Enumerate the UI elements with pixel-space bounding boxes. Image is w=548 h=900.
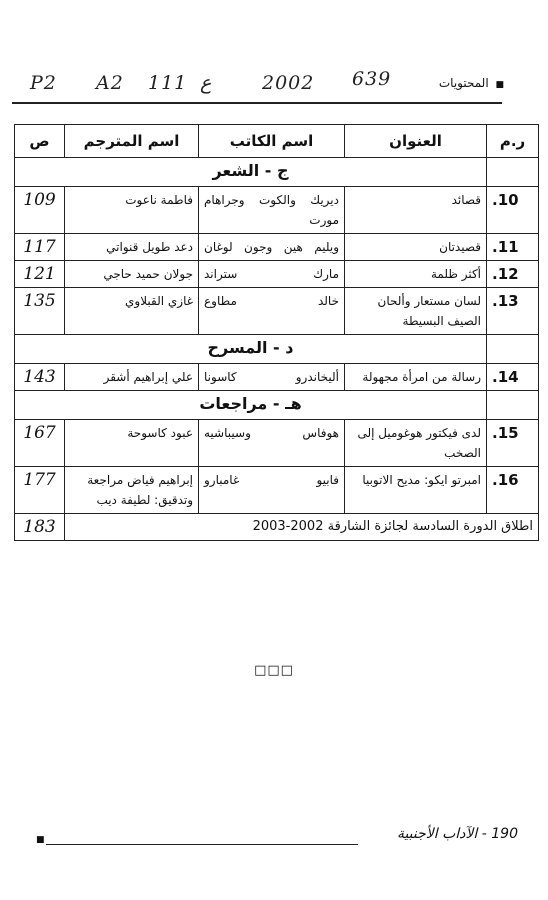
contents-table bbox=[14, 124, 539, 541]
footer-label: 190 - الآداب الأجنبية bbox=[396, 826, 518, 842]
handwritten-note: A2 bbox=[96, 72, 124, 94]
table-footer-row bbox=[15, 514, 539, 541]
journal-name: الآداب الأجنبية bbox=[396, 826, 478, 842]
entry-number: 10. bbox=[487, 187, 539, 234]
entry-page: 167 bbox=[15, 420, 65, 467]
entry-translator: دعد طويل قنواتي bbox=[65, 234, 199, 261]
section-marker-icon: ■ bbox=[495, 80, 504, 90]
handwritten-note: 111 bbox=[148, 72, 188, 94]
section-heading: ج - الشعر bbox=[15, 158, 487, 187]
table-row bbox=[15, 261, 539, 288]
page-footer bbox=[0, 826, 548, 856]
handwritten-note: ع bbox=[200, 72, 212, 94]
section-end-ornament: □□□ bbox=[254, 663, 294, 678]
entry-translator: فاطمة ناعوت bbox=[65, 187, 199, 234]
table-row bbox=[15, 187, 539, 234]
section-heading: هـ - مراجعات bbox=[15, 391, 487, 420]
entry-title: لسان مستعار وألحان الصيف البسيطة bbox=[345, 288, 487, 335]
col-header-translator: اسم المترجم bbox=[65, 125, 199, 158]
entry-number: 13. bbox=[487, 288, 539, 335]
table-row bbox=[15, 420, 539, 467]
entry-title: قصيدتان bbox=[345, 234, 487, 261]
page-title: ■ المحتويات bbox=[438, 76, 504, 90]
footer-entry-title: اطلاق الدورة السادسة لجائزة الشارقة 2002-2003 bbox=[65, 514, 539, 541]
entry-translator: عبود كاسوحة bbox=[65, 420, 199, 467]
handwritten-note: 639 bbox=[352, 68, 392, 90]
footer-rule bbox=[46, 844, 358, 845]
page-header bbox=[0, 70, 548, 110]
col-header-title: العنوان bbox=[345, 125, 487, 158]
entry-translator: جولان حميد حاجي bbox=[65, 261, 199, 288]
entry-translator: إبراهيم فياض مراجعة وتدقيق: لطيفة ديب bbox=[65, 467, 199, 514]
section-row bbox=[15, 391, 539, 420]
entry-page: 135 bbox=[15, 288, 65, 335]
entry-title: امبرتو ايكو: مديح الاتوبيا bbox=[345, 467, 487, 514]
entry-title: لدى فيكتور هوغوميل إلى الصخب bbox=[345, 420, 487, 467]
entry-page: 109 bbox=[15, 187, 65, 234]
table-row bbox=[15, 467, 539, 514]
entry-author: فابيو غامبارو bbox=[199, 467, 345, 514]
entry-translator: علي إبراهيم أشقر bbox=[65, 364, 199, 391]
table-row bbox=[15, 234, 539, 261]
section-row bbox=[15, 335, 539, 364]
entry-author: ويليم هين وجون لوغان bbox=[199, 234, 345, 261]
col-header-number: ر.م bbox=[487, 125, 539, 158]
entry-number: 12. bbox=[487, 261, 539, 288]
entry-number: 15. bbox=[487, 420, 539, 467]
section-heading: د - المسرح bbox=[15, 335, 487, 364]
col-header-page: ص bbox=[15, 125, 65, 158]
entry-page: 183 bbox=[15, 514, 65, 541]
entry-author: مارك ستراند bbox=[199, 261, 345, 288]
handwritten-note: P2 bbox=[30, 72, 57, 94]
footer-marker-icon: ■ bbox=[36, 835, 45, 845]
page-number: 190 bbox=[491, 826, 518, 842]
table-row bbox=[15, 288, 539, 335]
entry-title: أكثر ظلمة bbox=[345, 261, 487, 288]
col-header-author: اسم الكاتب bbox=[199, 125, 345, 158]
table-header-row bbox=[15, 125, 539, 158]
header-rule bbox=[12, 102, 502, 104]
entry-number: 16. bbox=[487, 467, 539, 514]
entry-page: 117 bbox=[15, 234, 65, 261]
entry-page: 177 bbox=[15, 467, 65, 514]
entry-number: 11. bbox=[487, 234, 539, 261]
table-row bbox=[15, 364, 539, 391]
entry-author: خالد مطاوع bbox=[199, 288, 345, 335]
entry-author: أليخاندرو كاسونا bbox=[199, 364, 345, 391]
entry-title: قصائد bbox=[345, 187, 487, 234]
entry-author: هوفاس وسيباشيه bbox=[199, 420, 345, 467]
entry-author: ديريك والكوت وجراهام مورت bbox=[199, 187, 345, 234]
entry-number: 14. bbox=[487, 364, 539, 391]
entry-page: 121 bbox=[15, 261, 65, 288]
entry-translator: غازي القبلاوي bbox=[65, 288, 199, 335]
entry-title: رسالة من امرأة مجهولة bbox=[345, 364, 487, 391]
handwritten-note: 2002 bbox=[262, 72, 315, 94]
section-row bbox=[15, 158, 539, 187]
entry-page: 143 bbox=[15, 364, 65, 391]
